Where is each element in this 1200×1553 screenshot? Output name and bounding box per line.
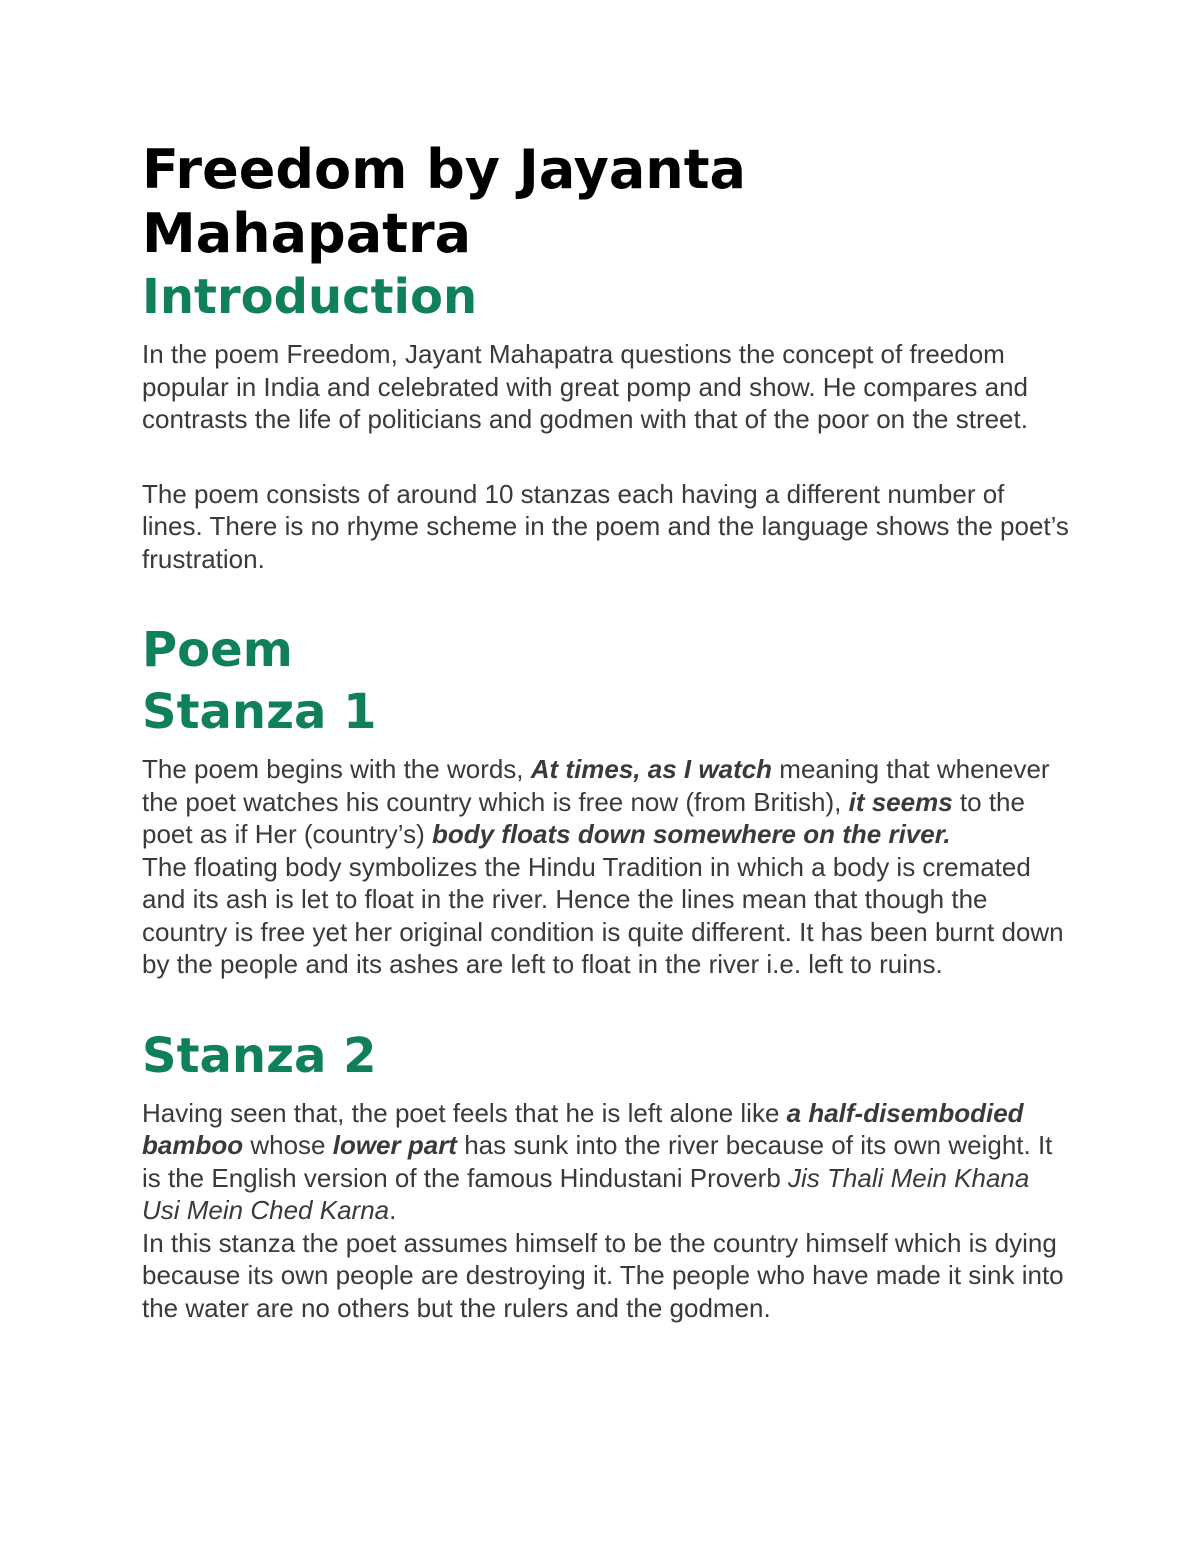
stanza-2-text: has sunk into the river because of its own weight. It is the English version of the famous Hindustani Proverb xyxy=(142,1130,1053,1193)
stanza-1-quote: body floats down somewhere on the river. xyxy=(431,819,951,849)
stanza-1-text: to the poet as if Her (country’s) xyxy=(142,786,1025,849)
stanza-1-text: meaning that whenever the poet watches his country which is free now (from British), xyxy=(142,754,1050,817)
introduction-paragraph-1: In the poem Freedom, Jayant Mahapatra questions the concept of freedom popular in India and celebrated with great pomp and show. He compares and contrasts the life of politicians and godmen with that of the poor on the street. xyxy=(142,339,1029,434)
stanza-2-proverb: Jis Thali Mein Khana Usi Mein Ched Karna xyxy=(142,1162,1030,1225)
stanza-2-quote: lower part xyxy=(332,1130,457,1160)
stanza-2-heading: Stanza 2 xyxy=(142,1027,377,1084)
introduction-heading: Introduction xyxy=(142,269,478,325)
stanza-1-text: The poem begins with the words, xyxy=(142,754,531,784)
stanza-1-paragraph-2: The floating body symbolizes the Hindu Tradition in which a body is cremated and its ash is let to float in the river. Hence the lines mean that though the country is free yet her original condition is quite different. It has been burnt down by the people and its ashes are left to float in the river i.e. left to ruins. xyxy=(142,851,1064,979)
stanza-2-paragraph-1 xyxy=(142,1097,1072,1227)
stanza-2-text: whose xyxy=(243,1130,333,1160)
stanza-2-text: Having seen that, the poet feels that he is left alone like xyxy=(142,1097,787,1128)
stanza-1-quote: At times, as I watch xyxy=(530,754,773,784)
stanza-1-heading: Stanza 1 xyxy=(142,684,377,740)
stanza-2-paragraph-2: In this stanza the poet assumes himself to be the country himself which is dying because its own people are destroying it. The people who have made it sink into the water are no others but the rulers and the godmen. xyxy=(142,1227,1064,1323)
stanza-2-quote: a half-disembodied bamboo xyxy=(142,1097,1024,1160)
document-title: Freedom by Jayanta Mahapatra xyxy=(142,138,746,265)
stanza-2-text: . xyxy=(389,1195,397,1225)
stanza-1-paragraph-1 xyxy=(142,753,1072,851)
introduction-paragraph-2: The poem consists of around 10 stanzas each having a different number of lines. There is no rhyme scheme in the poem and the language shows the poet’s frustration. xyxy=(142,478,1069,574)
document-page xyxy=(142,138,1072,1324)
poem-heading: Poem xyxy=(142,622,293,678)
stanza-1-quote: it seems xyxy=(848,786,953,817)
